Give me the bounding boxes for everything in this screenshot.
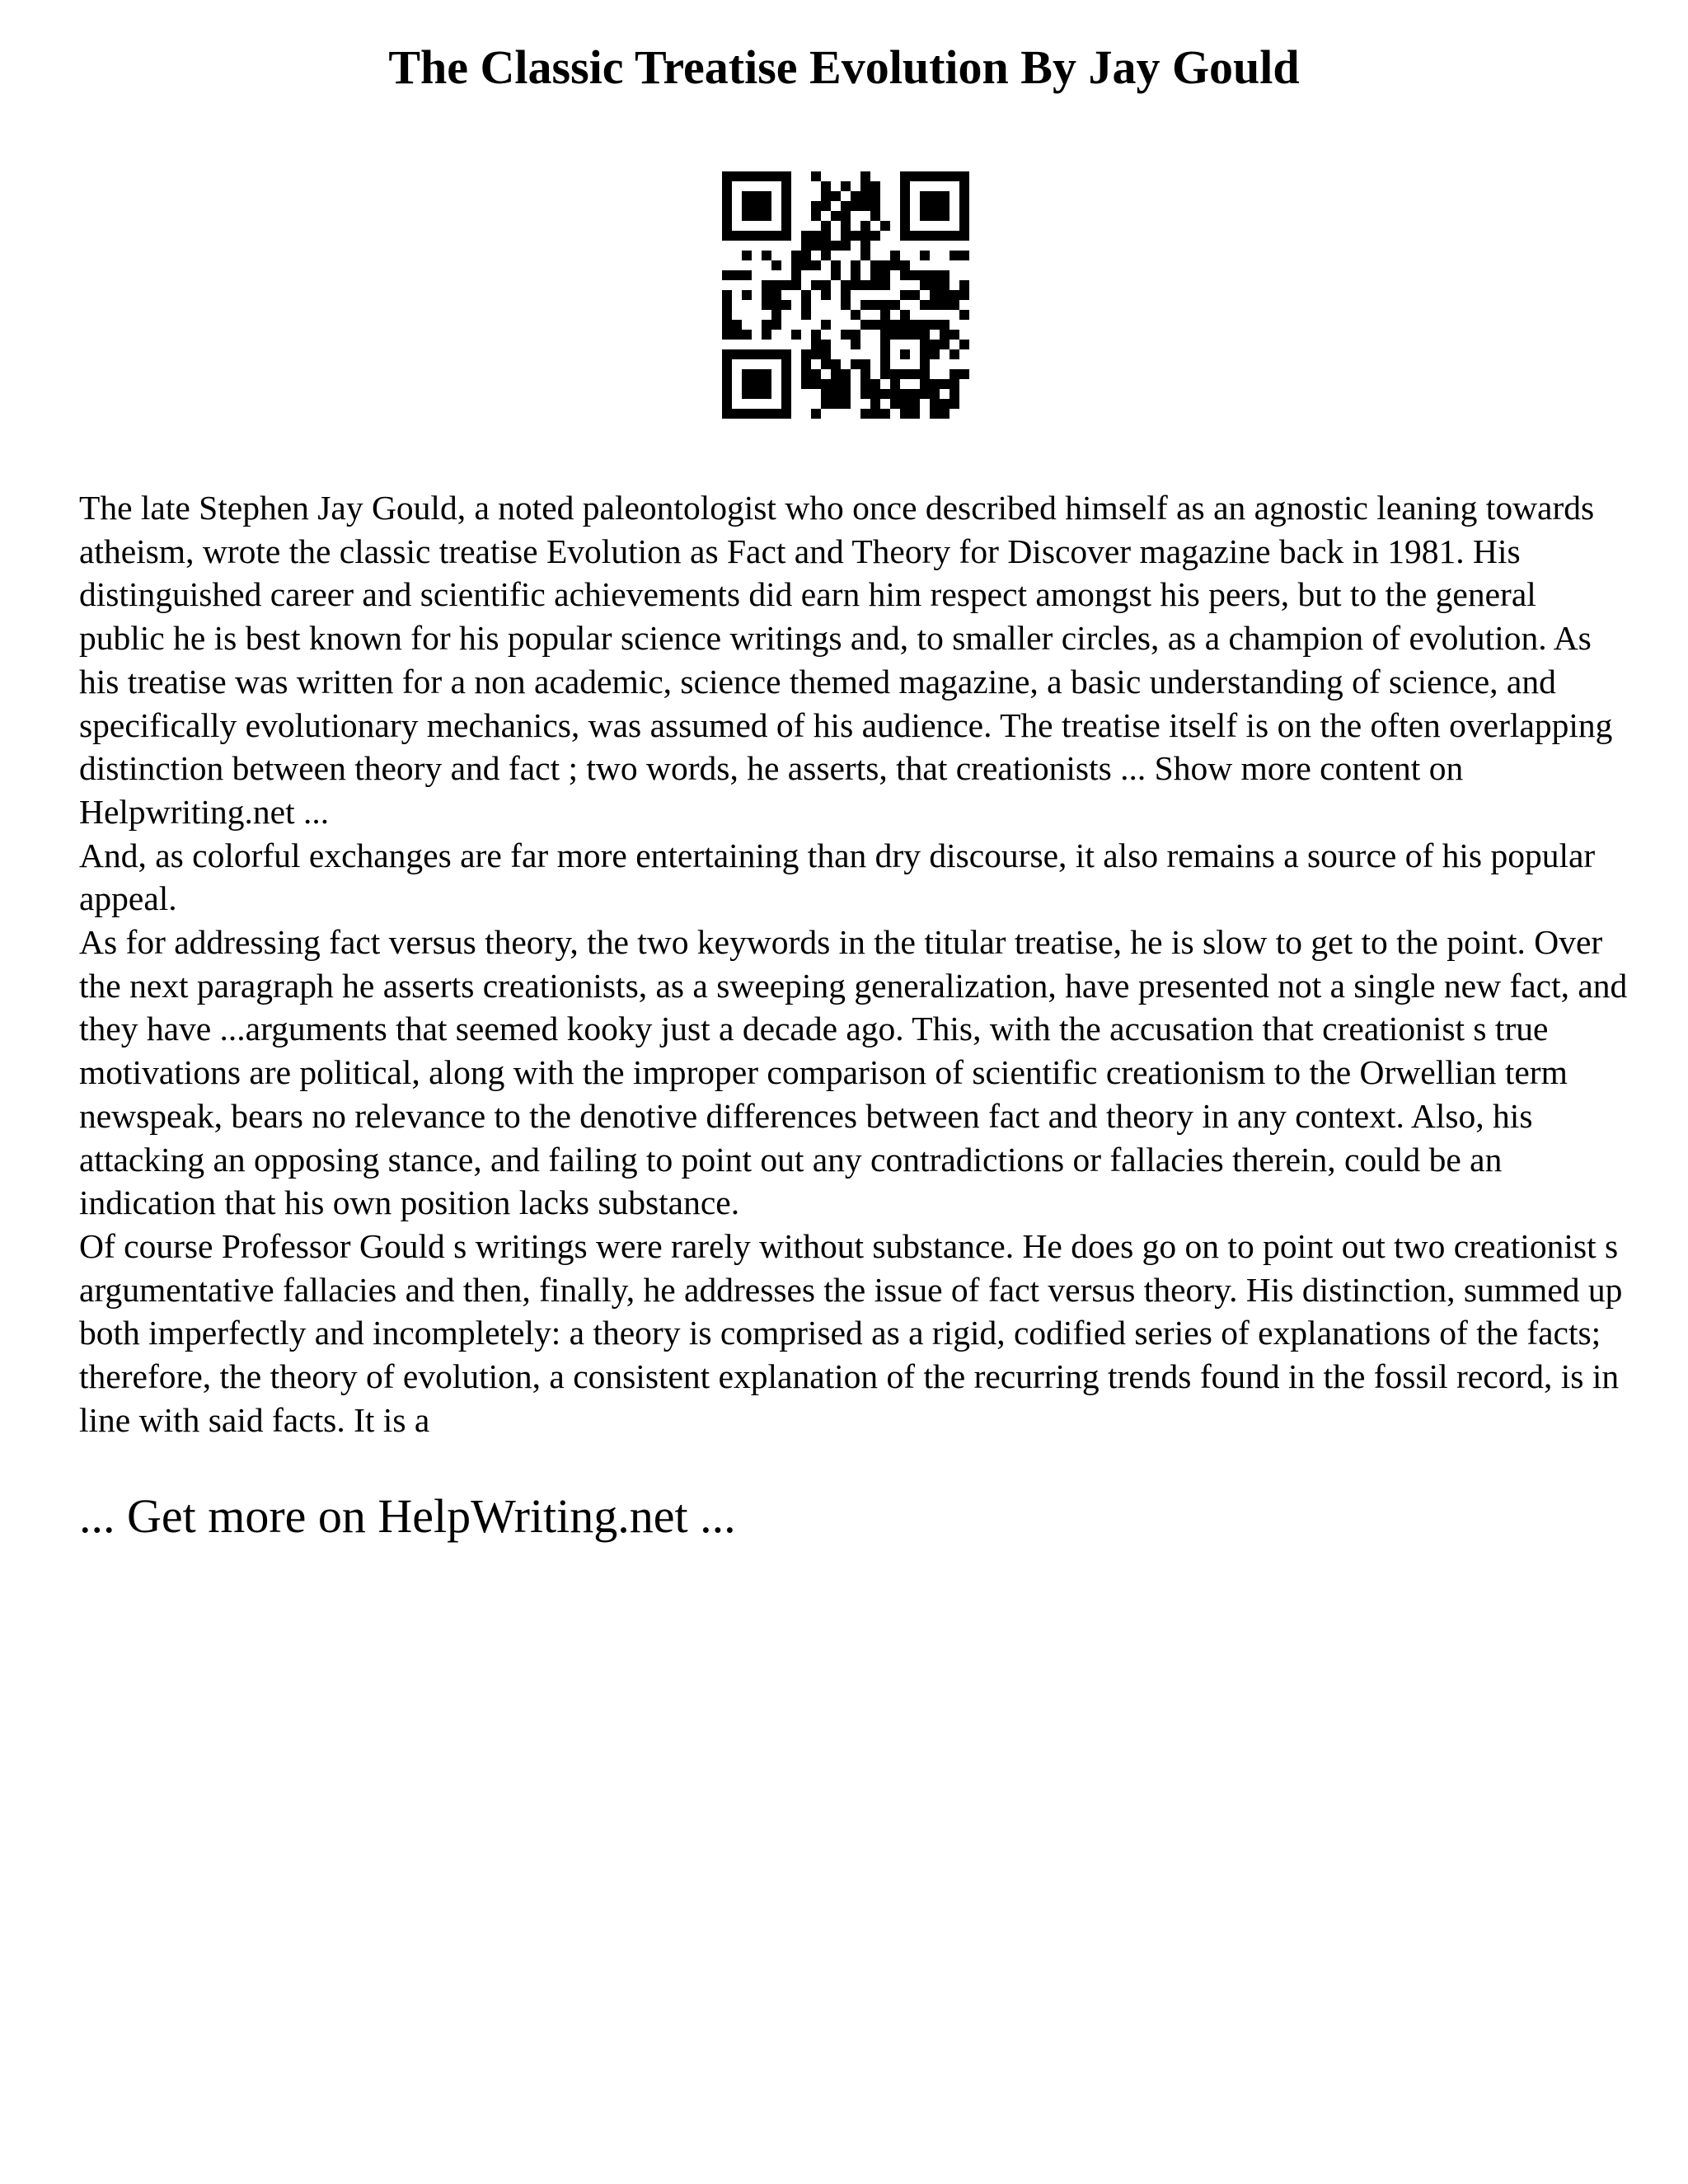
paragraph-2: And, as colorful exchanges are far more entertaining than dry discourse, it also remains a source of his popular appeal. [79,836,1596,918]
get-more-link[interactable]: ... Get more on HelpWriting.net ... [79,1489,736,1543]
page-title: The Classic Treatise Evolution By Jay Gould [388,40,1300,94]
paragraph-4: Of course Professor Gould s writings were rarely without substance. He does go on to point out two creationist s argumentative fallacies and then, finally, he addresses the issue of fact versus theory. His distinction, summed up both imperfectly and incompletely: a theory is comprised as a rigid, codified series of explanations of the facts; therefore, the theory of evolution, a consistent explanation of the recurring trends found in the fossil record, is in line with said facts. It is a [79,1226,1623,1439]
qr-code-icon [722,171,969,419]
paragraph-1: The late Stephen Jay Gould, a noted paleontologist who once described himself as an agnostic leaning towards atheism, wrote the classic treatise Evolution as Fact and Theory for Discover magazine back in 1981. His distinguished career and scientific achievements did earn him respect amongst his peers, but to the general public he is best known for his popular science writings and, to smaller circles, as a champion of evolution. As his treatise was written for a non academic, science themed magazine, a basic understanding of science, and specifically evolutionary mechanics, was assumed of his audience. The treatise itself is on the often overlapping distinction between theory and fact ; two words, he asserts, that creationists ... Show more content on Helpwriting.net ... [79,489,1613,831]
paragraph-3: As for addressing fact versus theory, the two keywords in the titular treatise, he is slow to get to the point. Over the next paragraph he asserts creationists, as a sweeping generalization, have presented not a single new fact, and they have ...arguments that seemed kooky just a decade ago. This, with the accusation that creationist s true motivations are political, along with the improper comparison of scientific creationism to the Orwellian term newspeak, bears no relevance to the denotive differences between fact and theory in any context. Also, his attacking an opposing stance, and failing to point out any contradictions or fallacies therein, could be an indication that his own position lacks substance. [79,923,1628,1222]
article-body [79,486,1629,1441]
